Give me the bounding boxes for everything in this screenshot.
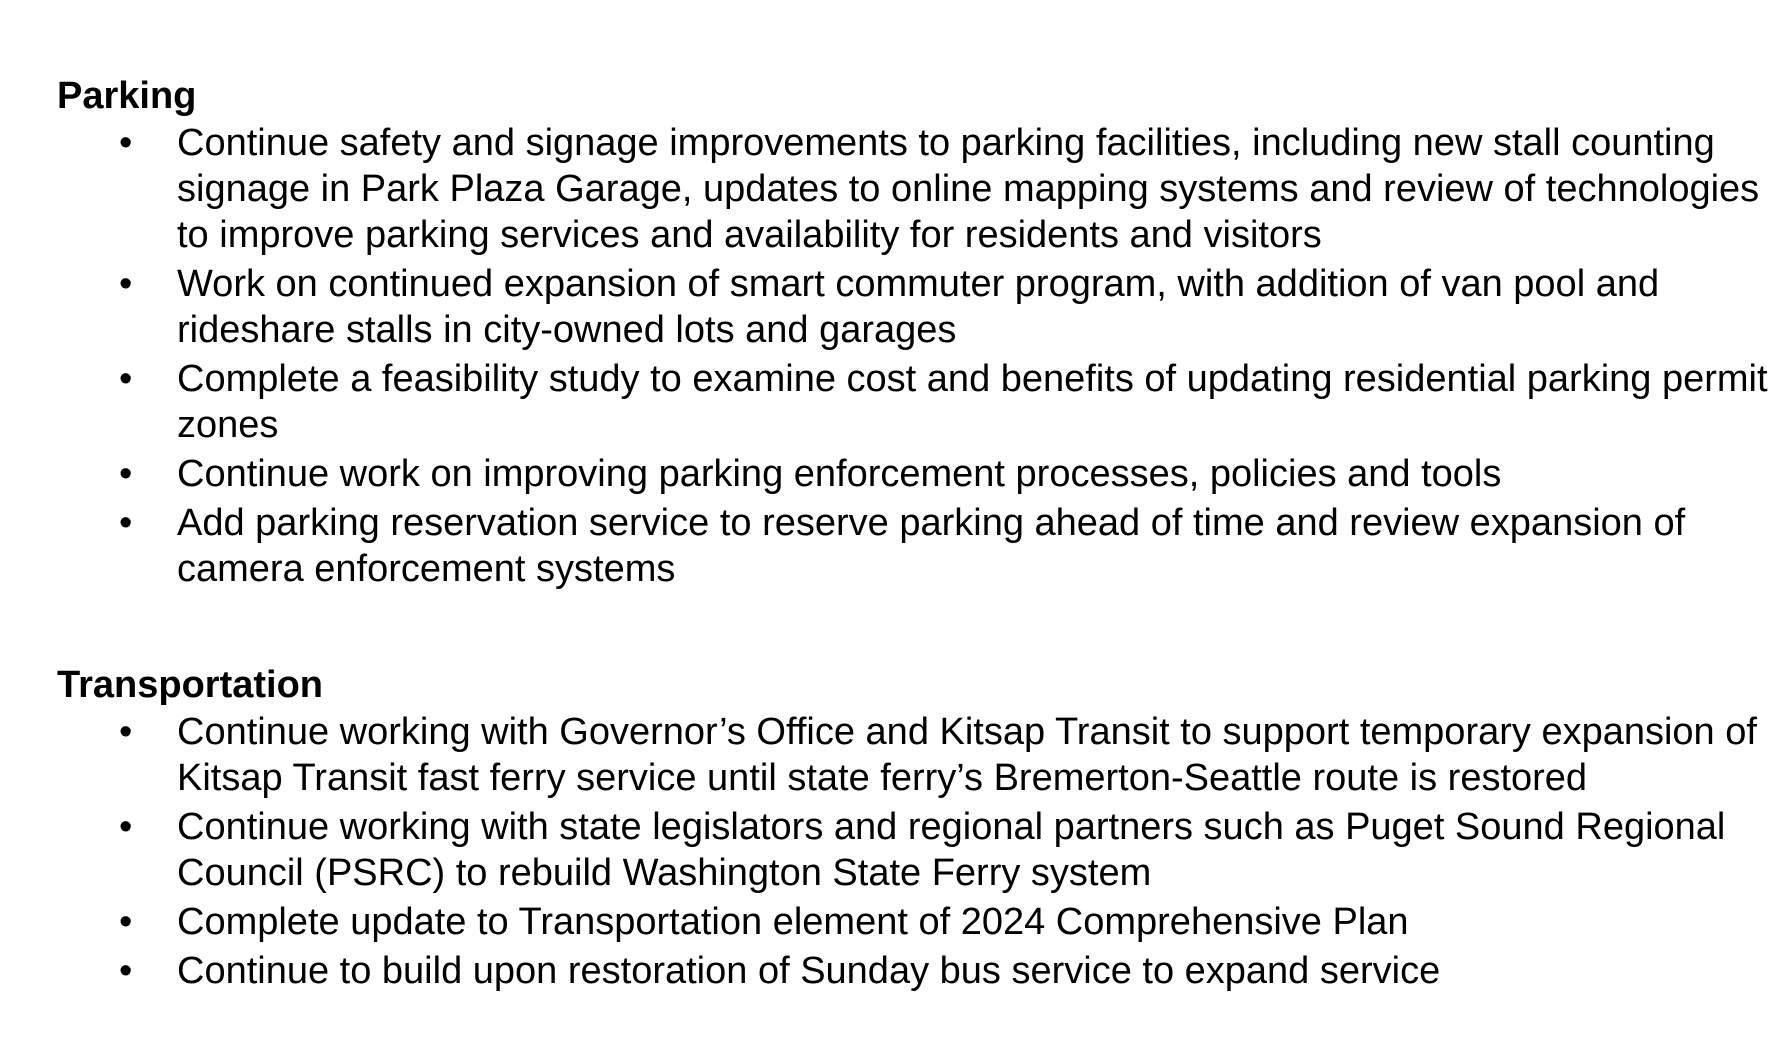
list-item bbox=[57, 709, 1792, 801]
list-item-text: Continue working with state legislators and regional partners such as Puget Sound Regional Council (PSRC) to rebuild Washington State Ferry system bbox=[177, 806, 1726, 894]
list-item bbox=[57, 261, 1792, 353]
list-item bbox=[57, 451, 1792, 497]
transportation-bullet-list bbox=[57, 709, 1757, 994]
list-item bbox=[57, 948, 1792, 994]
bullet-icon: • bbox=[119, 806, 133, 848]
list-item-text: Continue working with Governor’s Office and Kitsap Transit to support temporary expansion of Kitsap Transit fast ferry service until state ferry’s Bremerton-Seattle route is restored bbox=[177, 711, 1757, 799]
section-spacer bbox=[57, 595, 1757, 661]
bullet-icon: • bbox=[119, 502, 133, 544]
bullet-icon: • bbox=[119, 711, 133, 753]
section-heading-parking: Parking bbox=[57, 75, 197, 117]
list-item-text: Complete a feasibility study to examine cost and benefits of updating residential parking permit zones bbox=[177, 358, 1768, 446]
list-item-text: Complete update to Transportation element of 2024 Comprehensive Plan bbox=[177, 901, 1409, 943]
list-item-text: Continue safety and signage improvements to parking facilities, including new stall counting signage in Park Plaza Garage, updates to online mapping systems and review of technologies to improve parking services and availability for residents and visitors bbox=[177, 122, 1760, 256]
parking-bullet-list bbox=[57, 120, 1768, 592]
document-body bbox=[57, 72, 1768, 997]
list-item bbox=[57, 120, 1792, 258]
bullet-icon: • bbox=[119, 950, 133, 992]
section-heading-transportation: Transportation bbox=[57, 664, 324, 706]
list-item-text: Continue work on improving parking enforcement processes, policies and tools bbox=[177, 453, 1502, 495]
bullet-icon: • bbox=[119, 122, 133, 164]
bullet-icon: • bbox=[119, 358, 133, 400]
list-item bbox=[57, 356, 1792, 448]
list-item-text: Continue to build upon restoration of Sunday bus service to expand service bbox=[177, 950, 1441, 992]
bullet-icon: • bbox=[119, 453, 133, 495]
list-item bbox=[57, 500, 1792, 592]
list-item bbox=[57, 804, 1792, 896]
list-item-text: Add parking reservation service to reserve parking ahead of time and review expansion of camera enforcement systems bbox=[177, 502, 1686, 590]
list-item-text: Work on continued expansion of smart commuter program, with addition of van pool and rideshare stalls in city-owned lots and garages bbox=[177, 263, 1660, 351]
list-item bbox=[57, 899, 1792, 945]
bullet-icon: • bbox=[119, 901, 133, 943]
bullet-icon: • bbox=[119, 263, 133, 305]
